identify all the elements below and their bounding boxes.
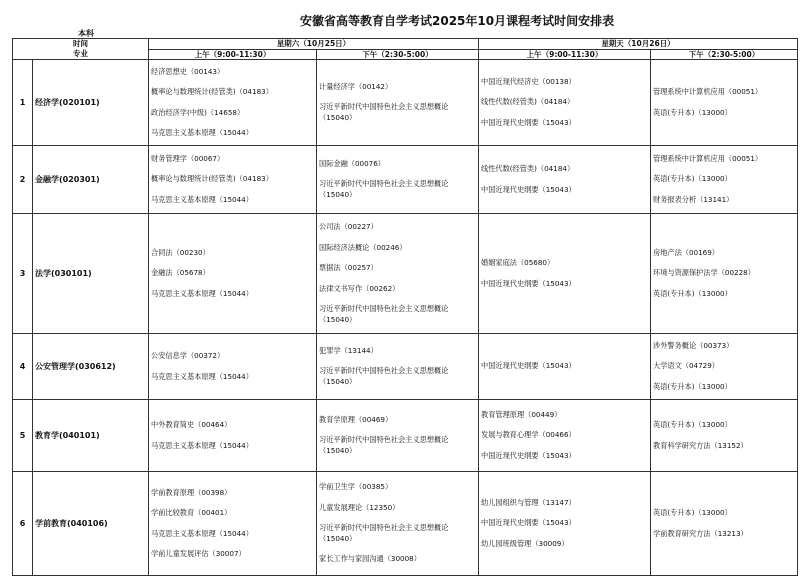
course-item: 马克思主义基本原理（15044） [151,288,253,298]
course-cell-sun-am [479,400,651,472]
table-row [13,472,798,576]
course-item: （15040） [319,533,357,543]
course-item: 婚姻家庭法（05680） [481,258,555,267]
course-cell-sat-pm [317,472,479,576]
course-item: 习近平新时代中国特色社会主义思想概论 [319,435,449,445]
course-cell-sun-pm [651,472,798,576]
course-cell-sat-am [149,334,317,400]
course-item: 马克思主义基本原理（15044） [151,194,253,204]
course-item: 中国近现代史纲要（15043） [481,518,576,528]
course-item: 国际金融（00076） [319,158,385,168]
course-item: 习近平新时代中国特色社会主义思想概论 [319,179,449,189]
table-row [13,60,798,146]
course-cell-sat-am [149,472,317,576]
course-cell-sun-am [479,472,651,576]
course-item: 中国近现代史纲要（15043） [481,117,576,127]
row-number: 2 [13,146,33,214]
course-item: 管理系统中计算机应用（00051） [653,153,763,163]
course-item: 家长工作与家园沟通（30008） [319,554,421,564]
row-number: 4 [13,334,33,400]
course-item: 儿童发展理论（12350） [319,502,400,512]
course-item: 英语(专升本)（13000） [653,420,732,429]
course-item: 习近平新时代中国特色社会主义思想概论 [319,523,449,533]
header-sun-afternoon: 下午（2:30-5:00） [651,49,798,60]
course-item: 线性代数(经管类)（04184） [481,164,575,173]
course-item: 中国近现代史纲要（15043） [481,184,576,194]
course-cell-sat-pm [317,146,479,214]
course-cell-sun-pm [651,214,798,334]
course-item: 概率论与数理统计(经管类)（04183） [151,87,273,96]
course-item: 英语(专升本)（13000） [653,508,732,517]
course-item: 公安信息学（00372） [151,351,225,360]
course-item: 马克思主义基本原理（15044） [151,440,253,450]
course-item: （15040） [319,314,357,324]
course-item: 教育管理原理（00449） [481,409,562,419]
course-cell-sat-pm [317,334,479,400]
course-item: 概率论与数理统计(经管类)（04183） [151,174,273,184]
table-row [13,146,798,214]
course-item: 金融法（05678） [151,268,210,278]
course-cell-sat-am [149,400,317,472]
course-item: （15040） [319,189,357,199]
course-item: 幼儿园组织与管理（13147） [481,497,576,507]
course-item: 幼儿园班级管理（30009） [481,538,569,548]
course-cell-sun-pm [651,400,798,472]
course-item: 英语(专升本)（13000） [653,107,732,117]
course-item: 票据法（00257） [319,263,378,272]
major-name: 教育学(040101) [33,400,149,472]
course-item: 学前儿童发展评估（30007） [151,549,246,558]
course-item: 中国近现代史纲要（15043） [481,278,576,288]
header-saturday: 星期六（10月25日） [149,39,479,50]
row-number: 5 [13,400,33,472]
course-item: 学前教育研究方法（13213） [653,528,748,538]
header-sat-morning: 上午（9:00-11:30） [149,49,317,60]
table-row [13,214,798,334]
course-item: 发展与教育心理学（00466） [481,430,576,440]
course-item: 中外教育简史（00464） [151,420,232,429]
course-item: 马克思主义基本原理（15044） [151,128,253,137]
course-item: 习近平新时代中国特色社会主义思想概论 [319,304,449,313]
header-sat-afternoon: 下午（2:30-5:00） [317,49,479,60]
course-cell-sat-pm [317,400,479,472]
course-cell-sat-pm [317,214,479,334]
major-name: 公安管理学(030612) [33,334,149,400]
major-name: 金融学(020301) [33,146,149,214]
row-number: 1 [13,60,33,146]
major-name: 法学(030101) [33,214,149,334]
row-number: 3 [13,214,33,334]
course-item: 经济思想史（00143） [151,66,225,76]
course-cell-sun-am [479,60,651,146]
course-item: 大学语文（04729） [653,361,719,371]
course-item: 英语(专升本)（13000） [653,174,732,184]
course-cell-sun-pm [651,60,798,146]
course-item: 学前教育原理（00398） [151,487,232,497]
course-item: （15040） [319,112,357,122]
course-cell-sat-am [149,214,317,334]
course-item: 犯罪学（13144） [319,345,378,355]
row-number: 6 [13,472,33,576]
course-cell-sun-pm [651,146,798,214]
course-item: 财务管理学（00067） [151,153,225,163]
course-item: 法律文书写作（00262） [319,283,400,293]
page-title: 安徽省高等教育自学考试2025年10月课程考试时间安排表 [300,14,615,28]
course-item: （15040） [319,445,357,455]
major-name: 经济学(020101) [33,60,149,146]
course-item: 习近平新时代中国特色社会主义思想概论 [319,102,449,112]
course-item: 英语(专升本)（13000） [653,381,732,391]
course-item: 计量经济学（00142） [319,81,393,91]
major-name: 学前教育(040106) [33,472,149,576]
course-item: 教育科学研究方法（13152） [653,440,748,450]
course-item: 学前比较教育（00401） [151,508,232,517]
course-item: 环境与资源保护法学（00228） [653,268,755,278]
schedule-rows [13,60,798,576]
time-label: 时间 [73,39,88,48]
major-label: 专业 [73,49,88,58]
table-row [13,400,798,472]
course-item: 中国近现代经济史（00138） [481,76,576,86]
course-cell-sun-am [479,334,651,400]
course-cell-sat-pm [317,60,479,146]
course-item: 线性代数(经管类)（04184） [481,97,575,107]
course-item: （15040） [319,376,357,386]
course-cell-sat-am [149,146,317,214]
header-sun-morning: 上午（9:00-11:30） [479,49,651,60]
course-cell-sun-am [479,146,651,214]
course-cell-sun-pm [651,334,798,400]
course-item: 合同法（00230） [151,247,210,257]
course-item: 公司法（00227） [319,222,378,231]
level-label: 本科 [78,29,94,38]
header-sunday: 星期天（10月26日） [479,39,798,50]
course-item: 教育学原理（00469） [319,414,393,424]
course-item: 英语(专升本)（13000） [653,288,732,298]
course-item: 习近平新时代中国特色社会主义思想概论 [319,366,449,376]
table-row [13,334,798,400]
course-item: 国际经济法概论（00246） [319,242,407,252]
course-item: 马克思主义基本原理（15044） [151,371,253,381]
course-cell-sat-am [149,60,317,146]
schedule-table [12,38,798,576]
course-item: 财务报表分析（13141） [653,194,734,204]
course-item: 管理系统中计算机应用（00051） [653,87,763,96]
course-item: 学前卫生学（00385） [319,482,393,492]
course-item: 房地产法（00169） [653,247,719,257]
course-item: 政治经济学(中级)（14658） [151,107,245,117]
course-item: 中国近现代史纲要（15043） [481,361,576,371]
course-cell-sun-am [479,214,651,334]
course-item: 中国近现代史纲要（15043） [481,450,576,460]
header-corner [13,39,149,60]
course-item: 涉外警务概论（00373） [653,340,734,350]
course-item: 马克思主义基本原理（15044） [151,528,253,538]
